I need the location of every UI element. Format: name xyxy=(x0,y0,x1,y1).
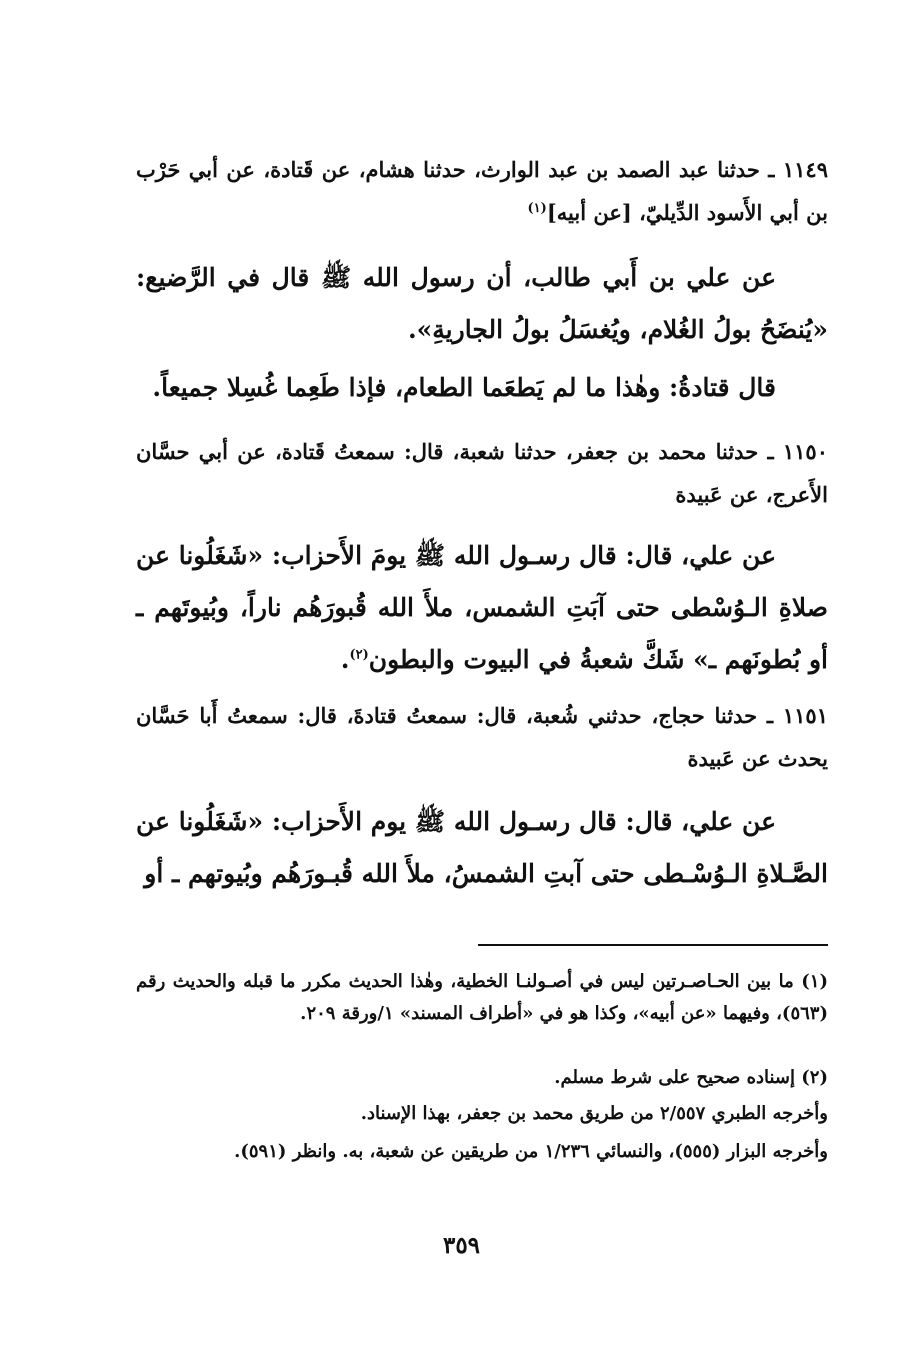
footnote-2-line-2: وأخرجه الطبري ٢/٥٥٧ من طريق محمد بن جعفر، بهذا الإسناد. xyxy=(360,1103,828,1124)
hadith-1151-matn xyxy=(136,796,828,900)
qatada-comment-text: قال قتادةُ: وهٰذا ما لم يَطعَما الطعام، فإذا طَعِما غُسِلا جميعاً. xyxy=(152,373,776,402)
hadith-1150-matn: عن علي، قال: قال رسـول الله ﷺ يومَ الأَحزاب: «شَغَلُونا عن صلاةِ الـوُسْطى حتى آبَتِ الشمس، ملأَ الله قُبورَهُم ناراً، وبُيوتَهم ـ أو بُطونَهم ـ» شَكَّ شعبةُ في البيوت والبطون$^{(٢)}$. xyxy=(136,541,828,674)
hadith-1150-isnad xyxy=(136,430,828,516)
hadith-1149-isnad xyxy=(136,148,828,234)
hadith-1149-matn-text: عن علي بن أَبي طالب، أن رسول الله ﷺ قال في الرَّضيع: «يُنضَحُ بولُ الغُلام، ويُغسَلُ بولُ الجاريةِ». xyxy=(136,263,828,344)
hadith-1151-matn-text: عن علي، قال: قال رسـول الله ﷺ يوم الأَحزاب: «شَغَلُونا عن الصَّـلاةِ الـوُسْـطى حتى آبتِ الشمسُ، ملأَ الله قُبـورَهُم وبُيوتهم ـ أو xyxy=(136,807,828,888)
hadith-1150-isnad-text: ١١٥٠ ـ حدثنا محمد بن جعفر، حدثنا شعبة، قال: سمعتُ قَتادة، عن أبي حسَّان الأَعرج، عن عَبيدة xyxy=(136,439,828,507)
hadith-1151-isnad xyxy=(136,694,828,780)
footnote-1: (١) ما بين الحـاصـرتين ليس في أصـولنـا الخطية، وهٰذا الحديث مكرر ما قبله والحديث رقم (٥٦٣)، وفيهما «عن أبيه»، وكذا هو في «أطراف المسند» ١/ورقة ٢٠٩. xyxy=(136,971,828,1024)
hadith-1149-matn xyxy=(136,252,828,356)
footnote-2-line-3: وأخرجه البزار (٥٥٥)، والنسائي ١/٢٣٦ من طريقين عن شعبة، به. وانظر (٥٩١). xyxy=(234,1141,828,1162)
hadith-1151-isnad-text: ١١٥١ ـ حدثنا حجاج، حدثني شُعبة، قال: سمعتُ قتادةَ، قال: سمعتُ أَبا حَسَّان يحدث عن عَبيدة xyxy=(136,703,828,771)
footnote-ref-1: (١) xyxy=(527,201,547,216)
hadith-1149-isnad-text: ١١٤٩ ـ حدثنا عبد الصمد بن عبد الوارث، حدثنا هشام، عن قَتادة، عن أبي حَرْب بن أبي الأَسود الدِّيليّ، [عن أبيه] xyxy=(136,157,828,225)
qatada-comment xyxy=(136,362,828,414)
page-number: ٣٥٩ xyxy=(442,1232,481,1259)
hadith-1150-matn-text: عن علي، قال: قال رسـول الله ﷺ يومَ الأَحزاب: «شَغَلُونا عن صلاةِ الـوُسْطى حتى آبَتِ الشمس، ملأَ الله قُبورَهُم ناراً، وبُيوتَهم ـ أو بُطونَهم ـ» شَكَّ شعبةُ في البيوت والبطون xyxy=(136,541,828,674)
footnote-ref-2: (٢) xyxy=(349,647,369,663)
footnote-2-line-1: (٢) إسناده صحيح على شرط مسلم. xyxy=(554,1067,828,1088)
footnote-separator xyxy=(478,944,828,946)
